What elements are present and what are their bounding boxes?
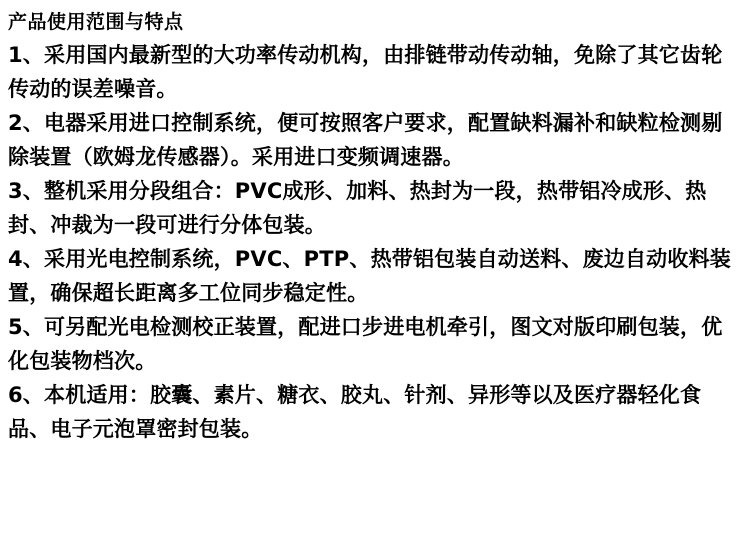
paragraph-1: 1、采用国内最新型的大功率传动机构，由排链带动传动轴，免除了其它齿轮传动的误差噪音。 xyxy=(8,43,723,101)
paragraph-2: 2、电器采用进口控制系统，便可按照客户要求，配置缺料漏补和缺粒检测剔除装置（欧姆龙传感器）。采用进口变频调速器。 xyxy=(8,111,723,169)
paragraph-5: 5、可另配光电检测校正装置，配进口步进电机牵引，图文对版印刷包装，优化包装物档次。 xyxy=(8,315,723,373)
page-title: 产品使用范围与特点 xyxy=(8,11,184,33)
paragraph-3: 3、整机采用分段组合：PVC成形、加料、热封为一段，热带铝冷成形、热封、冲裁为一段可进行分体包装。 xyxy=(8,179,707,237)
paragraph-4: 4、采用光电控制系统，PVC、PTP、热带铝包装自动送料、废边自动收料装置，确保超长距离多工位同步稳定性。 xyxy=(8,247,731,305)
paragraph-6: 6、本机适用：胶囊、素片、糖衣、胶丸、针剂、异形等以及医疗器轻化食品、电子元泡罩密封包装。 xyxy=(8,383,702,441)
